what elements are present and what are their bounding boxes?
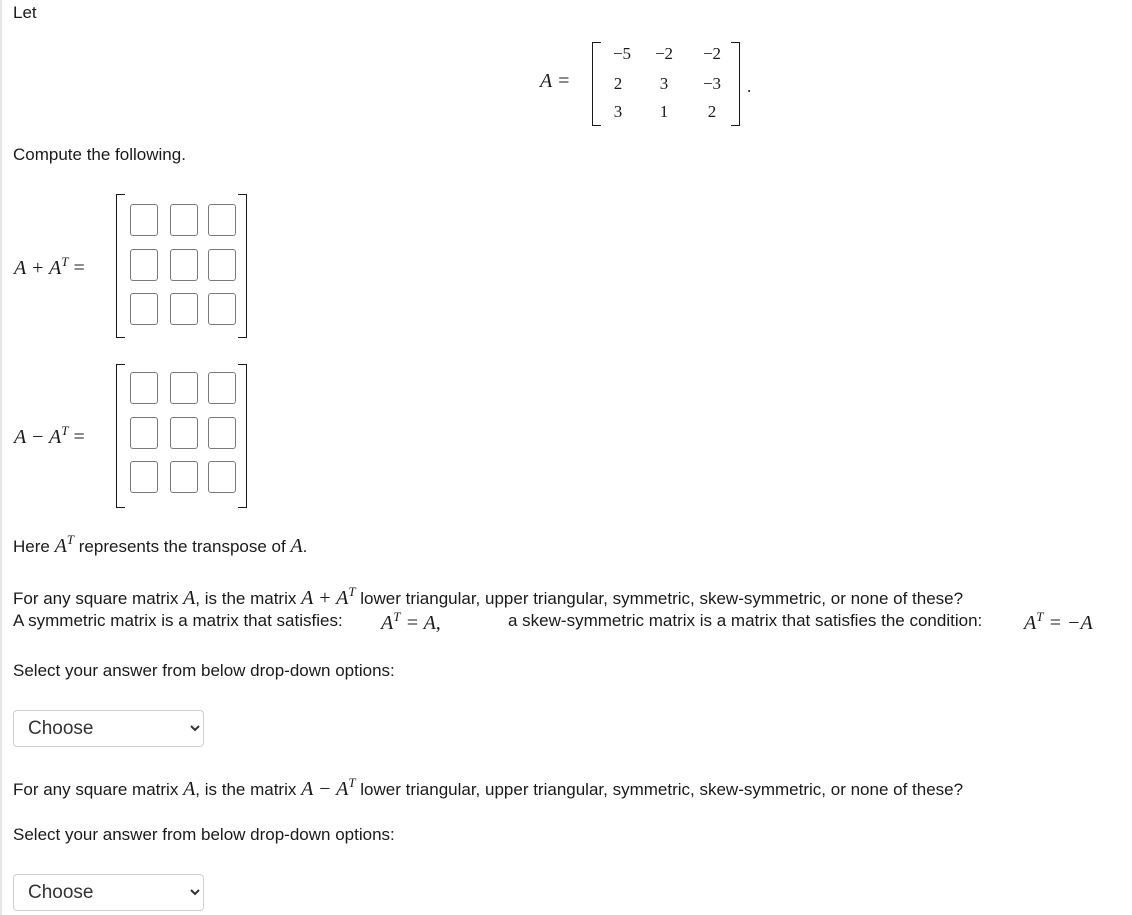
matrix-a-cell: −2 (702, 44, 722, 63)
matrix-a-cell: −5 (612, 44, 632, 63)
sum-cell-input[interactable] (130, 293, 158, 325)
left-border (0, 0, 2, 915)
symmetric-condition: $A^T = A$, (381, 609, 441, 634)
matrix-a-period: . (747, 77, 752, 96)
select-prompt-2: Select your answer from below drop-down options: (13, 825, 395, 844)
intro-text: Let (13, 3, 37, 22)
diff-matrix-grid (116, 364, 248, 508)
matrix-a-right-bracket (731, 42, 740, 126)
sum-cell-input[interactable] (130, 204, 158, 236)
diff-label: $A - A^T$ = (14, 423, 85, 448)
question-1: For any square matrix A, is the matrix $A + A^T$ lower triangular, upper triangular, symmetric, skew-symmetric, or none of these? (13, 584, 964, 609)
sum-cell-input[interactable] (170, 249, 198, 281)
skew-condition: $A^T = -A$ (1024, 609, 1093, 634)
matrix-a-cell: 2 (707, 102, 717, 121)
sum-cell-input[interactable] (170, 204, 198, 236)
diff-cell-input[interactable] (208, 461, 236, 493)
diff-left-bracket (116, 364, 125, 508)
sum-cell-input[interactable] (208, 293, 236, 325)
answer-dropdown-2[interactable] (13, 874, 204, 911)
select-prompt-1: Select your answer from below drop-down options: (13, 661, 395, 680)
diff-cell-input[interactable] (170, 372, 198, 404)
sum-cell-input[interactable] (130, 249, 158, 281)
matrix-a-cell: −2 (654, 44, 674, 63)
sum-label: $A + A^T$ = (14, 254, 85, 279)
sum-cell-input[interactable] (208, 249, 236, 281)
matrix-a-cell: 3 (613, 102, 623, 121)
diff-cell-input[interactable] (170, 461, 198, 493)
sum-left-bracket (116, 194, 125, 338)
diff-cell-input[interactable] (170, 417, 198, 449)
diff-cell-input[interactable] (208, 417, 236, 449)
symmetric-definition: A symmetric matrix is a matrix that satisfies: (13, 611, 343, 630)
skew-definition: a skew-symmetric matrix is a matrix that satisfies the condition: (508, 611, 983, 630)
transpose-note: Here $A^T$ represents the transpose of A. (13, 532, 308, 557)
sum-matrix-grid (116, 194, 248, 338)
matrix-a-cell: 2 (613, 74, 623, 93)
diff-right-bracket (238, 364, 247, 508)
diff-cell-input[interactable] (130, 461, 158, 493)
matrix-a-label: A = (540, 70, 571, 92)
diff-cell-input[interactable] (130, 417, 158, 449)
matrix-a-cell: 3 (659, 74, 669, 93)
diff-cell-input[interactable] (130, 372, 158, 404)
diff-cell-input[interactable] (208, 372, 236, 404)
matrix-a-cell: 1 (659, 102, 669, 121)
answer-dropdown-1[interactable] (13, 710, 204, 747)
sum-cell-input[interactable] (208, 204, 236, 236)
question-2: For any square matrix A, is the matrix $A - A^T$ lower triangular, upper triangular, symmetric, skew-symmetric, or none of these? (13, 775, 964, 800)
matrix-a-cell: −3 (702, 74, 722, 93)
compute-prompt: Compute the following. (13, 145, 186, 164)
sum-right-bracket (238, 194, 247, 338)
sum-cell-input[interactable] (170, 293, 198, 325)
